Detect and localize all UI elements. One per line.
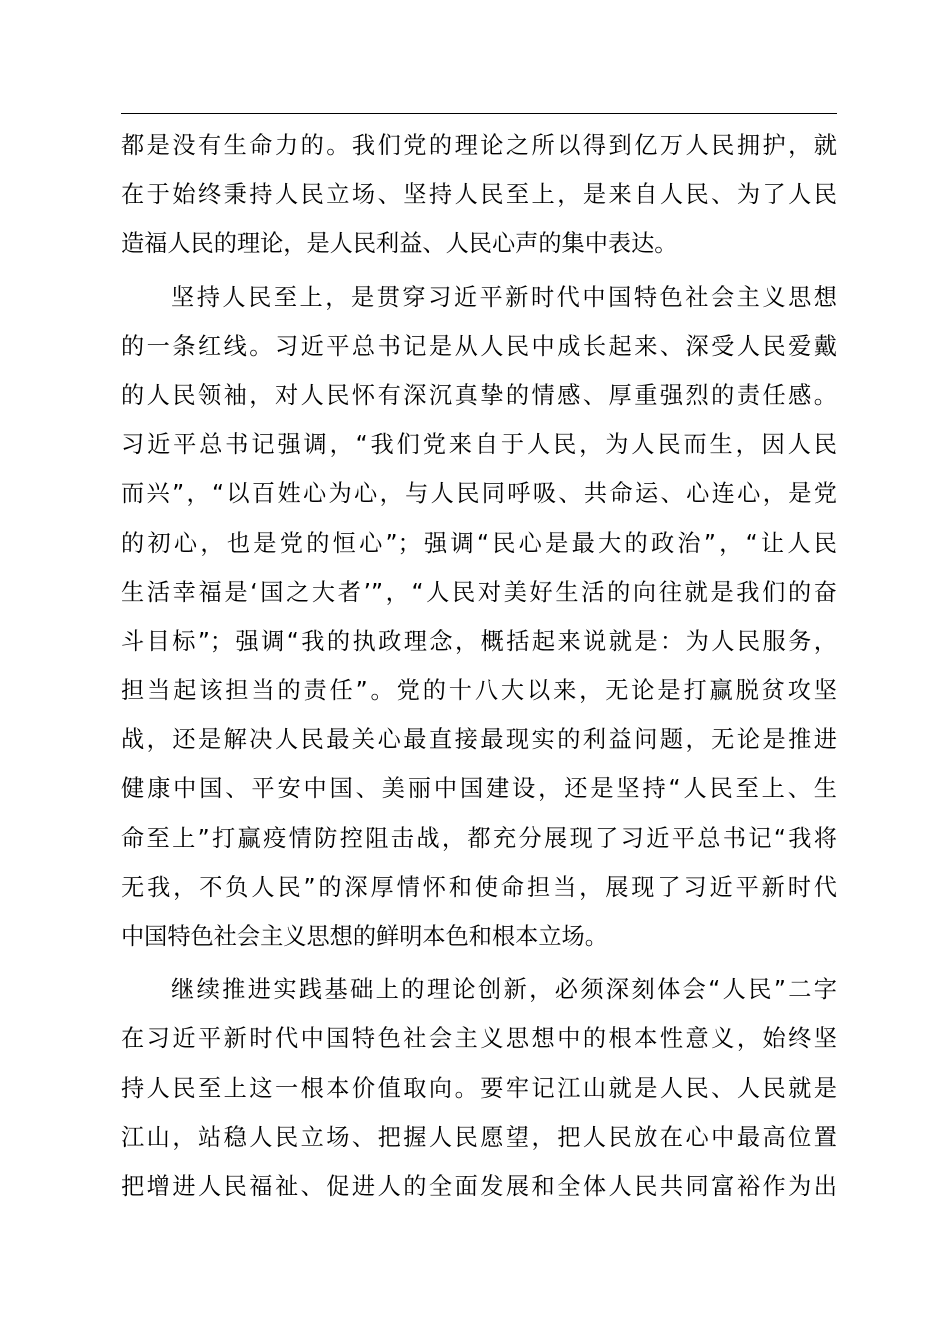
text-line: 生活幸福是‘国之大者’”，“人民对美好生活的向往就是我们的奋 bbox=[121, 578, 837, 606]
text-line: 江山，站稳人民立场、把握人民愿望，把人民放在心中最高位置 bbox=[121, 1123, 837, 1151]
text-line: 无我，不负人民”的深厚情怀和使命担当，展现了习近平新时代 bbox=[121, 873, 837, 901]
text-line: 担当起该担当的责任”。党的十八大以来，无论是打赢脱贫攻坚 bbox=[121, 677, 837, 705]
text-line: 坚持人民至上，是贯穿习近平新时代中国特色社会主义思想 bbox=[171, 283, 837, 311]
text-line: 斗目标”；强调“我的执政理念，概括起来说就是：为人民服务， bbox=[121, 627, 837, 655]
text-line: 的初心，也是党的恒心”；强调“民心是最大的政治”，“让人民 bbox=[121, 529, 837, 557]
paragraph-2 bbox=[121, 273, 837, 962]
text-line: 持人民至上这一根本价值取向。要牢记江山就是人民、人民就是 bbox=[121, 1074, 837, 1102]
text-line: 而兴”，“以百姓心为心，与人民同呼吸、共命运、心连心，是党 bbox=[121, 480, 837, 508]
text-line: 的人民领袖，对人民怀有深沉真挚的情感、厚重强烈的责任感。 bbox=[121, 381, 837, 409]
text-line: 的一条红线。习近平总书记是从人民中成长起来、深受人民爱戴 bbox=[121, 332, 837, 360]
text-line: 健康中国、平安中国、美丽中国建设，还是坚持“人民至上、生 bbox=[121, 775, 837, 803]
text-line: 造福人民的理论，是人民利益、人民心声的集中表达。 bbox=[121, 230, 678, 258]
text-line: 战，还是解决人民最关心最直接最现实的利益问题，无论是推进 bbox=[121, 726, 837, 754]
paragraph-3 bbox=[121, 965, 837, 1211]
text-line: 都是没有生命力的。我们党的理论之所以得到亿万人民拥护，就 bbox=[121, 132, 837, 159]
paragraph-1 bbox=[121, 121, 837, 269]
document-body bbox=[121, 121, 837, 1211]
header-rule bbox=[121, 113, 837, 114]
text-line: 继续推进实践基础上的理论创新，必须深刻体会“人民”二字 bbox=[171, 976, 837, 1004]
text-line: 把增进人民福祉、促进人的全面发展和全体人民共同富裕作为出 bbox=[121, 1172, 837, 1200]
text-line: 习近平总书记强调，“我们党来自于人民，为人民而生，因人民 bbox=[121, 431, 837, 459]
text-line: 命至上”打赢疫情防控阻击战，都充分展现了习近平总书记“我将 bbox=[121, 824, 837, 852]
text-line: 中国特色社会主义思想的鲜明本色和根本立场。 bbox=[121, 923, 608, 950]
text-line: 在习近平新时代中国特色社会主义思想中的根本性意义，始终坚 bbox=[121, 1025, 837, 1053]
text-line: 在于始终秉持人民立场、坚持人民至上，是来自人民、为了人民 bbox=[121, 181, 837, 209]
